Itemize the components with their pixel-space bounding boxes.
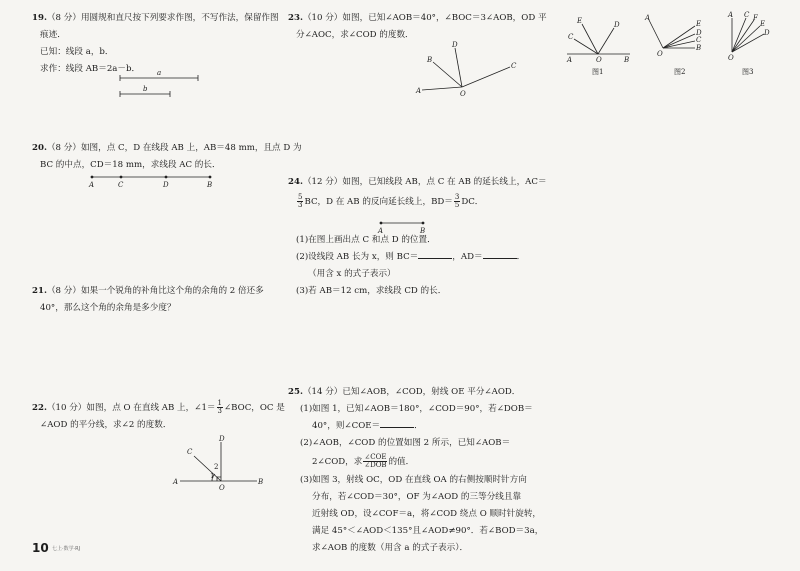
q20-point-b: B [207, 181, 213, 189]
q21-score: （8 分） [46, 286, 81, 296]
q25-fig3-label-f: F [753, 14, 758, 22]
page-number: 10 [32, 541, 49, 555]
q25-s2c: 的值． [388, 457, 415, 467]
q22-number: 22. [32, 403, 47, 413]
q22-frac-den: 3 [217, 407, 222, 415]
q22-score: （10 分） [46, 403, 87, 413]
q24-sub3: (3)若 AB＝12 cm，求线段 CD 的长． [296, 286, 447, 296]
q25-fig1-label-o: O [596, 56, 602, 64]
q24-fraction-1 [297, 194, 303, 209]
question-21 [32, 283, 264, 317]
q22-angle-1: 1 [210, 472, 215, 480]
q24-frac2-num: 3 [454, 193, 460, 201]
q24-number: 24. [288, 177, 303, 187]
q21-line2: 40°，那么这个角的余角是多少度？ [40, 303, 176, 313]
q25-s1c: ． [414, 421, 423, 431]
q19-score: （8 分） [46, 13, 81, 23]
question-22 [32, 400, 285, 434]
q24-ad-answer-blank[interactable] [483, 249, 517, 259]
q25-fig3-label-e: E [760, 20, 766, 28]
q22-label-o: O [219, 484, 225, 492]
q23-label-c: C [511, 62, 517, 70]
q25-frac-den: ∠DOB [364, 461, 387, 469]
q25-fig2-label-d: D [696, 29, 702, 37]
q24-sub2d: （用含 x 的式子表示） [308, 269, 396, 279]
q25-s3d: 满足 45°＜∠AOD＜135°且∠AOD≠90°．若∠BOD＝3a， [312, 526, 544, 536]
q23-label-o: O [460, 90, 466, 98]
q25-number: 25. [288, 387, 303, 397]
question-20 [32, 140, 302, 174]
q19-segments-figure [115, 69, 205, 102]
q24-frac1-den: 3 [298, 201, 303, 209]
q25-fig3-caption: 图3 [742, 68, 754, 76]
q25-s2a: (2)∠AOB，∠COD 的位置如图 2 所示，已知∠AOB＝ [300, 438, 511, 448]
q22-angle-2: 2 [214, 463, 219, 471]
q24-sub2c: ． [516, 252, 526, 262]
q25-fig3-label-o: O [728, 54, 734, 62]
q23-line1: 如图，已知∠AOB＝40°，∠BOC＝3∠AOB，OD 平 [342, 13, 547, 23]
q22-label-c: C [187, 448, 193, 456]
q25-s3b: 分布，若∠COD＝30°，OF 为∠AOD 的三等分线且靠 [312, 492, 522, 502]
q25-fig2-label-e: E [696, 20, 702, 28]
q25-fig1-label-d: D [614, 21, 620, 29]
q22-line2: ∠AOD 的平分线，求∠2 的度数． [40, 420, 172, 430]
q19-seg-a-label: a [157, 69, 162, 77]
q20-point-c: C [118, 181, 124, 189]
q23-label-b: B [427, 56, 433, 64]
q24-score: （12 分） [302, 177, 343, 187]
q25-fig2-label-o: O [657, 50, 663, 58]
q22-line1b: ∠BOC，OC 是 [223, 403, 285, 413]
q20-line-figure [88, 172, 228, 192]
q24-bc-answer-blank[interactable] [418, 249, 452, 259]
question-19 [32, 10, 279, 78]
q24-line2b: DC． [461, 197, 484, 207]
q25-line1: 已知∠AOB，∠COD，射线 OE 平分∠AOD． [342, 387, 521, 397]
q25-s3e: 求∠AOB 的度数（用含 a 的式子表示）． [312, 543, 469, 553]
q24-fraction-2 [454, 194, 460, 209]
q25-figure-2 [640, 12, 720, 82]
q25-s3a: (3)如图 3，射线 OC，OD 在直线 OA 的右侧按顺时针方向 [300, 475, 527, 485]
q25-fig2-label-c: C [696, 36, 702, 44]
q22-label-a: A [173, 478, 179, 486]
q23-number: 23. [288, 13, 303, 23]
q20-number: 20. [32, 143, 47, 153]
q19-line3: 已知：线段 a，b． [40, 47, 114, 57]
q25-fig3-label-d: D [764, 29, 770, 37]
q23-line2: 分∠AOC，求∠COD 的度数． [296, 30, 414, 40]
q25-s1a: (1)如图 1，已知∠AOB＝180°，∠COD＝90°，若∠DOB＝ [300, 404, 533, 414]
q25-s3c: 近射线 OD，设∠COF＝a，将∠COD 绕点 O 顺时针旋转， [312, 509, 542, 519]
q21-number: 21. [32, 286, 47, 296]
q22-label-d: D [219, 435, 225, 443]
q23-score: （10 分） [302, 13, 343, 23]
q24-frac2-den: 5 [454, 201, 460, 209]
q21-line1: 如果一个锐角的补角比这个角的余角的 2 倍还多 [80, 286, 264, 296]
q22-fraction [217, 400, 223, 415]
q20-point-a: A [89, 181, 95, 189]
q24-sub2b: ，AD＝ [452, 252, 483, 262]
q20-line2: BC 的中点，CD＝18 mm，求线段 AC 的长． [40, 160, 221, 170]
question-24-subparts [296, 232, 525, 300]
q22-frac-num: 1 [217, 399, 222, 407]
q25-figure-3 [722, 10, 792, 80]
q25-fig1-label-a: A [567, 56, 573, 64]
q25-fig1-label-e: E [577, 17, 583, 25]
q19-line1: 用圆规和直尺按下列要求作图，不写作法，保留作图 [80, 13, 279, 23]
q23-label-a: A [416, 87, 422, 95]
q25-fig3-label-a: A [728, 11, 734, 19]
q24-line1: 如图，已知线段 AB，点 C 在 AB 的延长线上，AC＝ [342, 177, 547, 187]
q25-fig2-label-b: B [696, 44, 702, 52]
footer-note: 七上·数学·RJ [52, 546, 81, 552]
q20-point-d: D [163, 181, 169, 189]
q25-coe-answer-blank[interactable] [380, 418, 414, 428]
q25-fig2-caption: 图2 [674, 68, 686, 76]
q24-line2a: BC，D 在 AB 的反向延长线上，BD＝ [304, 197, 453, 207]
q25-fig1-label-c: C [568, 33, 574, 41]
q19-line2: 痕迹． [40, 30, 66, 40]
q20-score: （8 分） [46, 143, 81, 153]
q25-score: （14 分） [302, 387, 343, 397]
q25-fraction [363, 454, 387, 469]
q25-fig2-label-a: A [645, 14, 651, 22]
q24-sub2a: (2)设线段 AB 长为 x，则 BC＝ [296, 252, 419, 262]
question-25 [288, 384, 543, 557]
question-23 [288, 10, 547, 44]
q25-s1b: 40°，则∠COE＝ [312, 421, 381, 431]
q24-point-b: B [420, 227, 426, 235]
q24-frac1-num: 5 [298, 193, 303, 201]
q19-seg-b-label: b [143, 85, 148, 93]
q20-line1: 如图，点 C，D 在线段 AB 上，AB＝48 mm，且点 D 为 [80, 143, 302, 153]
q25-fig3-label-c: C [744, 11, 750, 19]
q22-label-b: B [258, 478, 264, 486]
q24-sub1: (1)在图上画出点 C 和点 D 的位置． [296, 235, 436, 245]
q24-point-a: A [378, 227, 384, 235]
q23-angle-figure [415, 40, 525, 100]
q25-fig1-caption: 图1 [592, 68, 604, 76]
q19-line4: 求作：线段 AB＝2a－b． [40, 64, 141, 74]
q25-frac-num: ∠COE [364, 453, 387, 461]
q25-s2b: 2∠COD，求 [312, 457, 363, 467]
q22-line1a: 如图，点 O 在直线 AB 上，∠1＝ [86, 403, 216, 413]
question-24 [288, 174, 547, 213]
q25-fig1-label-b: B [624, 56, 630, 64]
q22-angle-figure [172, 436, 272, 491]
q19-number: 19. [32, 13, 47, 23]
q23-label-d: D [452, 41, 458, 49]
q25-figure-1 [562, 14, 642, 84]
